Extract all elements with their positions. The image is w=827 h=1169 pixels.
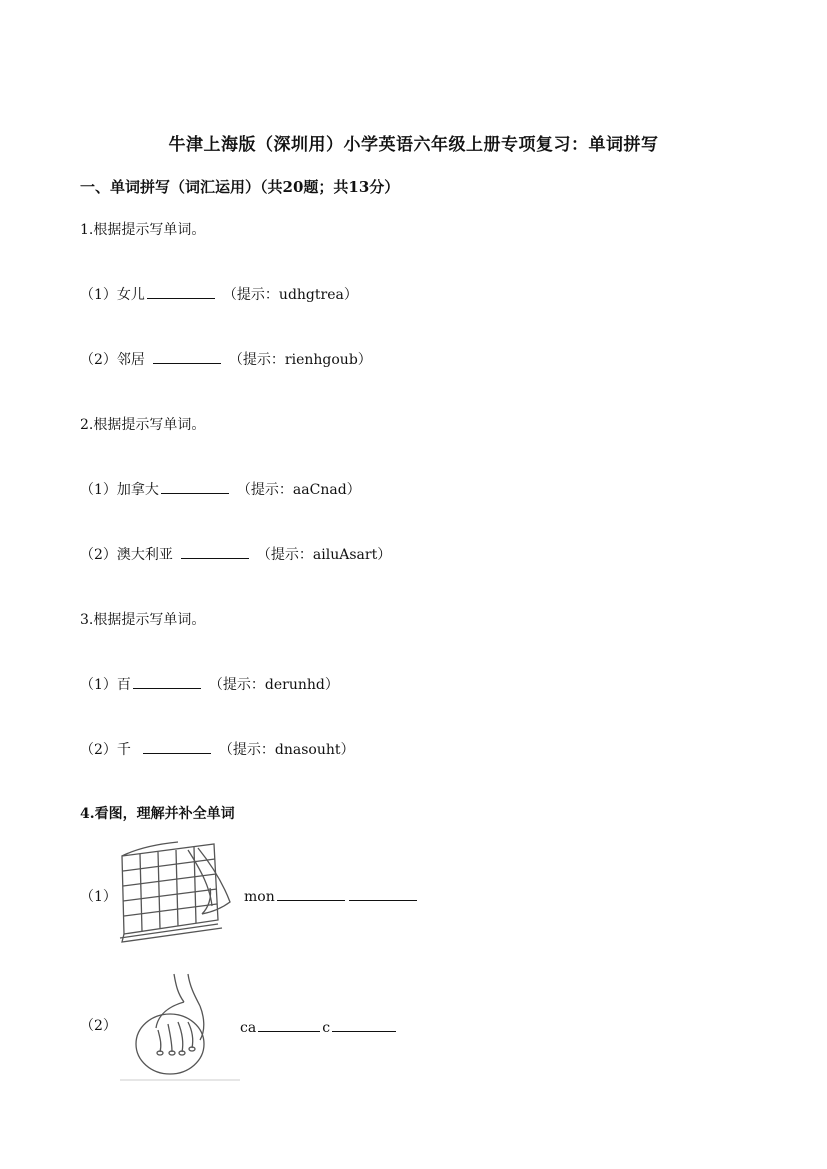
item-number: （2）: [80, 742, 117, 758]
item-hint: （提示：derunhd）: [208, 677, 339, 693]
answer-blank[interactable]: [161, 479, 229, 494]
answer-blank[interactable]: [332, 1017, 396, 1032]
answer-blank[interactable]: [277, 886, 345, 901]
item-hint: （提示：rienhgoub）: [228, 352, 372, 368]
question-4-item-2-answer: [240, 1017, 398, 1036]
item-chinese: 澳大利亚: [116, 547, 173, 563]
word-prefix: mon: [244, 889, 275, 905]
item-number: （2）: [80, 352, 117, 368]
item-chinese: 千: [116, 742, 131, 758]
question-2-item-2: [80, 544, 391, 564]
answer-blank[interactable]: [143, 739, 211, 754]
item-chinese: 女儿: [116, 287, 145, 303]
question-4-item-2-number: （2）: [80, 1018, 117, 1034]
question-3-item-1: [80, 674, 339, 694]
question-1-stem: 1.根据提示写单词。: [80, 222, 206, 238]
question-1-item-2: [80, 349, 372, 369]
item-number: （1）: [80, 287, 117, 303]
word-middle: c: [322, 1020, 331, 1036]
answer-blank[interactable]: [181, 544, 249, 559]
item-chinese: 邻居: [116, 352, 145, 368]
item-number: （2）: [80, 547, 117, 563]
question-2-stem: 2.根据提示写单词。: [80, 417, 206, 433]
question-2-item-1: [80, 479, 361, 499]
answer-blank[interactable]: [133, 674, 201, 689]
answer-blank[interactable]: [349, 886, 417, 901]
section-heading: 一、单词拼写（词汇运用）（共20题；共13分）: [80, 178, 400, 196]
item-hint: （提示：ailuAsart）: [256, 547, 392, 563]
item-hint: （提示：aaCnad）: [236, 482, 361, 498]
item-number: （1）: [80, 482, 117, 498]
calendar-icon: [118, 838, 236, 946]
question-3-item-2: [80, 739, 355, 759]
answer-blank[interactable]: [147, 284, 215, 299]
item-number: （1）: [80, 677, 117, 693]
question-4-item-1-answer: [244, 886, 419, 905]
question-4-stem: 4.看图，理解并补全单词: [80, 806, 235, 822]
word-prefix: ca: [240, 1020, 257, 1036]
question-3-stem: 3.根据提示写单词。: [80, 612, 206, 628]
answer-blank[interactable]: [258, 1017, 320, 1032]
question-1-item-1: [80, 284, 358, 304]
item-hint: （提示：dnasouht）: [218, 742, 355, 758]
question-4-item-1-number: （1）: [80, 889, 117, 905]
answer-blank[interactable]: [153, 349, 221, 364]
hand-ball-icon: [118, 972, 242, 1084]
item-hint: （提示：udhgtrea）: [222, 287, 358, 303]
item-chinese: 加拿大: [116, 482, 159, 498]
page-title: 牛津上海版（深圳用）小学英语六年级上册专项复习：单词拼写: [168, 135, 659, 155]
item-chinese: 百: [116, 677, 131, 693]
